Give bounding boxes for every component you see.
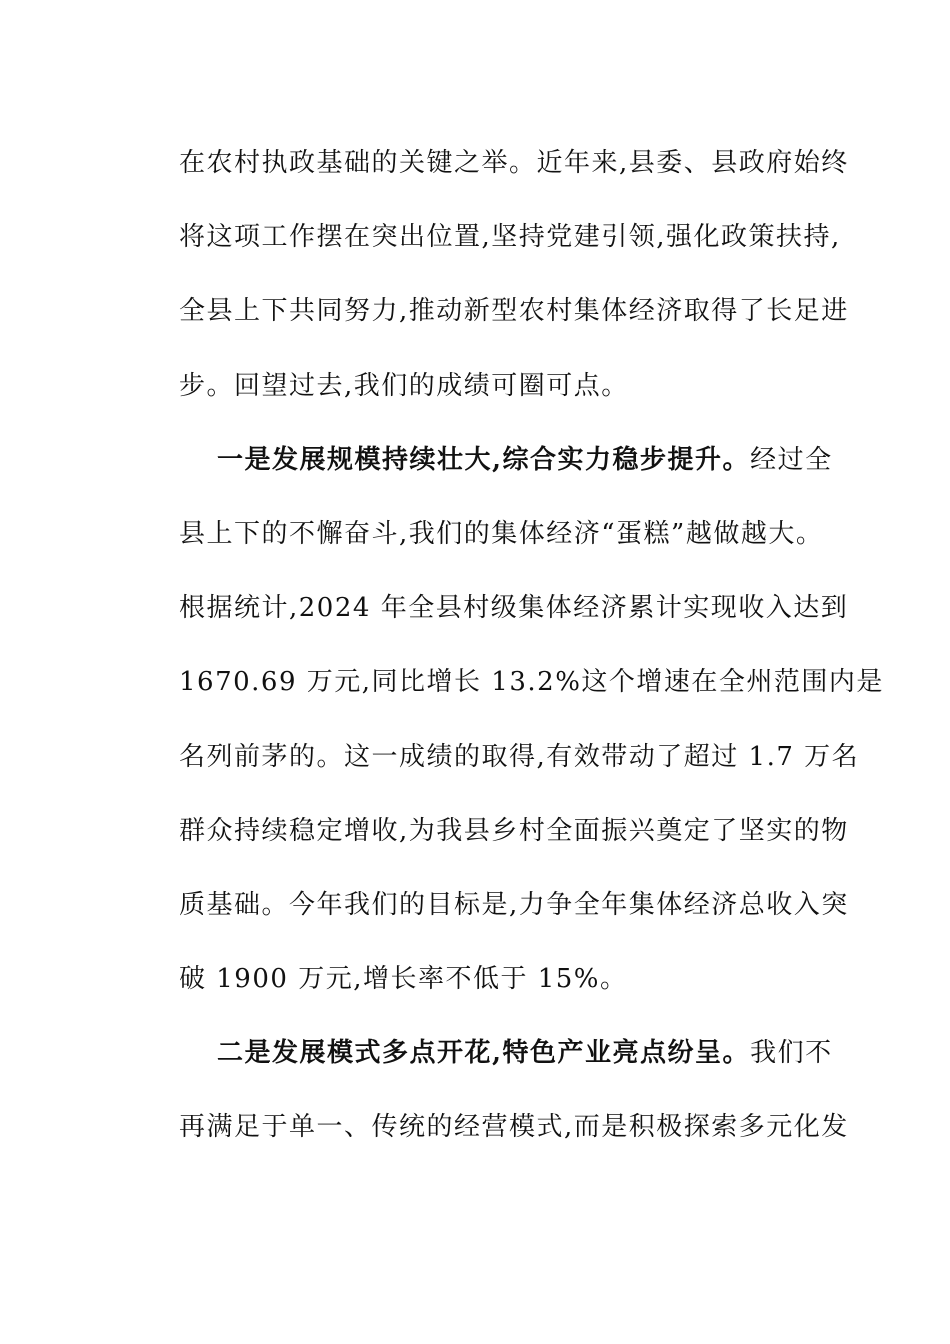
- text-run: 我们不: [750, 1038, 833, 1069]
- text-line: 在农村执政基础的关键之举。近年来,县委、县政府始终: [179, 148, 849, 178]
- text-run: 经过全: [750, 444, 833, 475]
- text-line: 再满足于单一、传统的经营模式,而是积极探索多元化发: [179, 1112, 849, 1143]
- paragraph-first-line: [179, 1016, 833, 1090]
- document-body: [179, 126, 884, 1165]
- text-line: 步。回望过去,我们的成绩可圈可点。: [179, 370, 629, 401]
- text-line: 1670.69 万元,同比增长 13.2%这个增速在全州范围内是: [179, 667, 884, 698]
- section-heading: 二是发展模式多点开花,特色产业亮点纷呈。: [217, 1038, 751, 1069]
- text-line: 根据统计,2024 年全县村级集体经济累计实现收入达到: [179, 593, 849, 624]
- text-line: 群众持续稳定增收,为我县乡村全面振兴奠定了坚实的物: [179, 815, 849, 846]
- text-line: 将这项工作摆在突出位置,坚持党建引领,强化政策扶持,: [179, 222, 841, 253]
- text-line: 质基础。今年我们的目标是,力争全年集体经济总收入突: [179, 889, 849, 920]
- paragraph-2: [179, 423, 884, 1017]
- paragraph-1: [179, 126, 849, 423]
- paragraph-3: [179, 1016, 849, 1164]
- paragraph-first-line: [179, 423, 833, 497]
- section-heading: 一是发展规模持续壮大,综合实力稳步提升。: [217, 444, 751, 475]
- text-line: 全县上下共同努力,推动新型农村集体经济取得了长足进: [179, 296, 849, 327]
- text-line: 名列前茅的。这一成绩的取得,有效带动了超过 1.7 万名: [179, 741, 860, 772]
- text-line: 破 1900 万元,增长率不低于 15%。: [179, 964, 628, 995]
- text-line: 县上下的不懈奋斗,我们的集体经济“蛋糕”越做越大。: [179, 518, 824, 549]
